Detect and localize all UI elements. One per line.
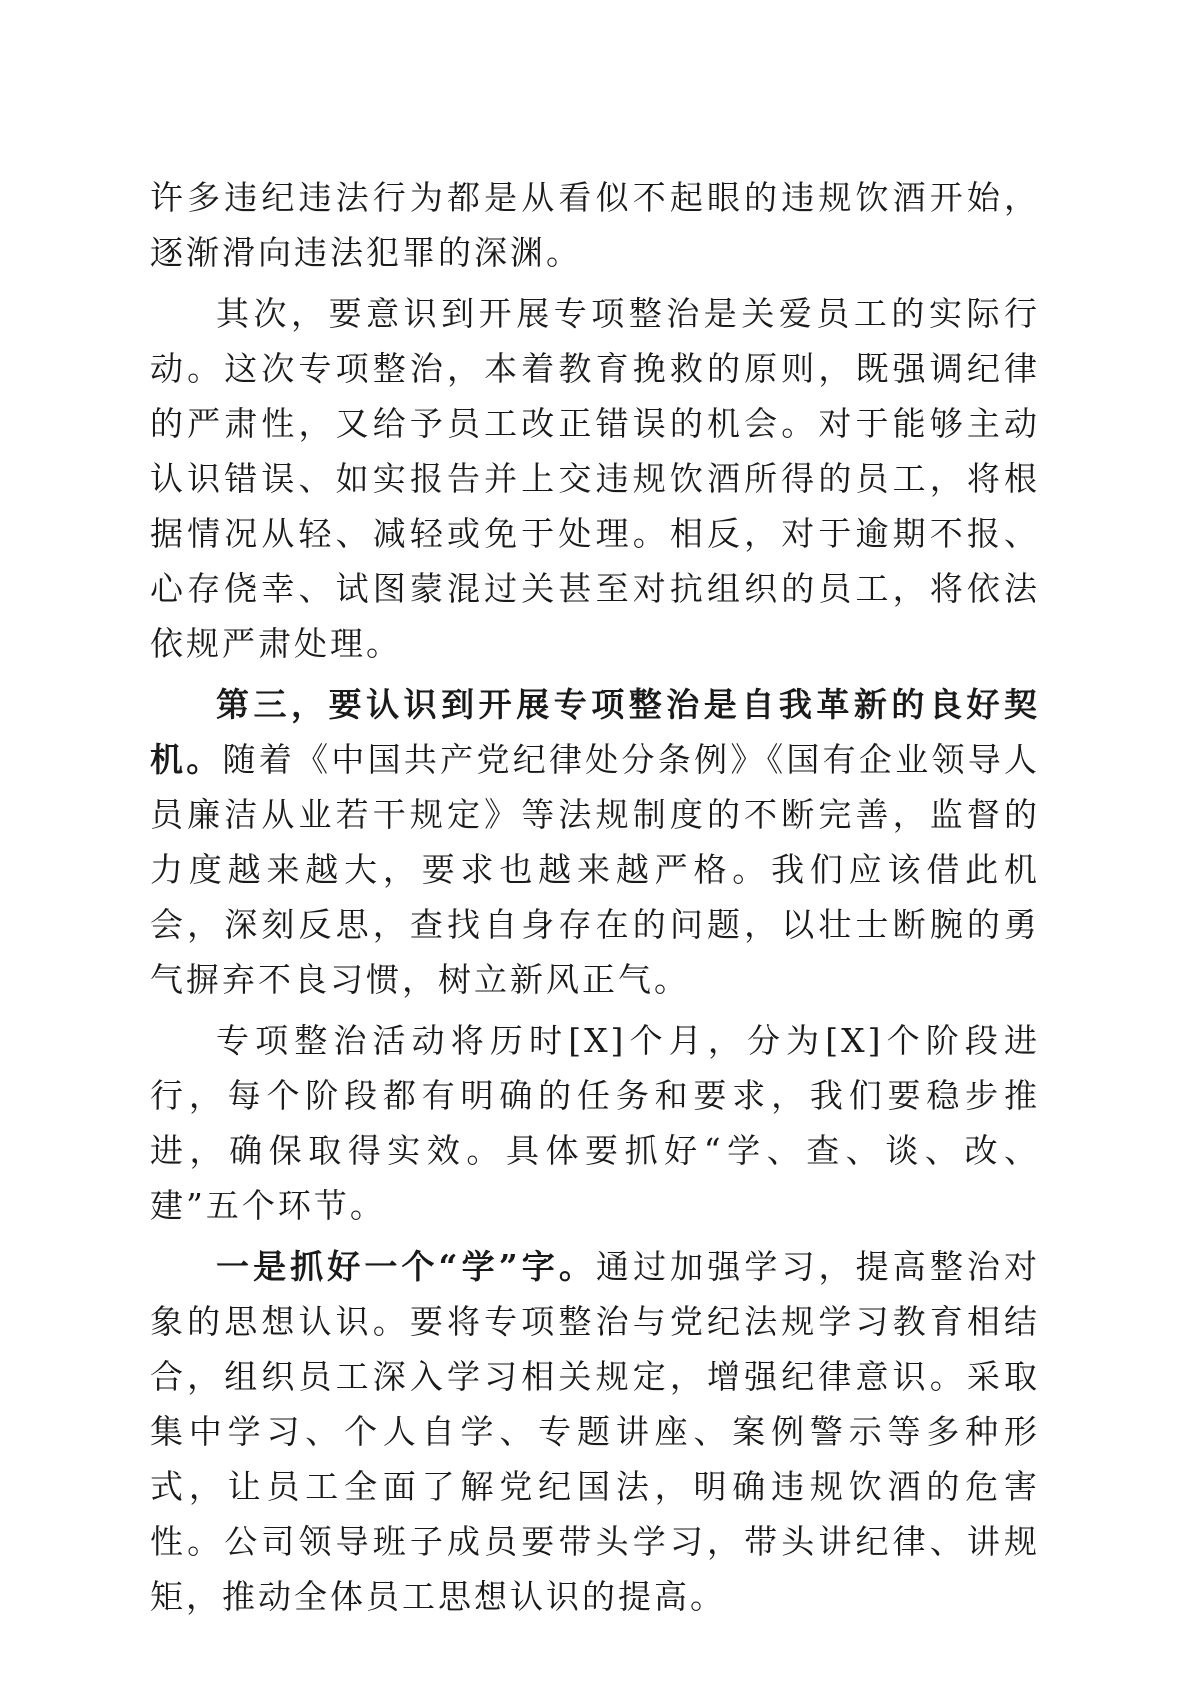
paragraph-continuation [150,170,1040,280]
document-body [150,170,1040,1630]
paragraph-text: 其次，要意识到开展专项整治是关爱员工的实际行动。这次专项整治，本着教育挽救的原则，既强调纪律的严肃性，又给予员工改正错误的机会。对于能够主动认识错误、如实报告并上交违规饮酒所得的员工，将根据情况从轻、减轻或免于处理。相反，对于逾期不报、心存侥幸、试图蒙混过关甚至对抗组织的员工，将依法依规严肃处理。 [150,294,1040,663]
paragraph-lead: 第三，要认识到开展专项整治是自我革新的良好契机。 [150,685,1040,779]
paragraph-text: 随着《中国共产党纪律处分条例》《国有企业领导人员廉洁从业若干规定》等法规制度的不断完善，监督的力度越来越大，要求也越来越严格。我们应该借此机会，深刻反思，查找自身存在的问题，以壮士断腕的勇气摒弃不良习惯，树立新风正气。 [150,740,1041,999]
paragraph-second-point [150,286,1040,671]
paragraph-text: 通过加强学习，提高整治对象的思想认识。要将专项整治与党纪法规学习教育相结合，组织员工深入学习相关规定，增强纪律意识。采取集中学习、个人自学、专题讲座、案例警示等多种形式，让员工全面了解党纪国法，明确违规饮酒的危害性。公司领导班子成员要带头学习，带头讲纪律、讲规矩，推动全体员工思想认识的提高。 [150,1247,1041,1616]
paragraph-text: 许多违纪违法行为都是从看似不起眼的违规饮酒开始，逐渐滑向违法犯罪的深渊。 [150,178,1040,272]
paragraph-third-point [150,677,1040,1007]
paragraph-text: 专项整治活动将历时[X]个月，分为[X]个阶段进行，每个阶段都有明确的任务和要求，我们要稳步推进，确保取得实效。具体要抓好“学、查、谈、改、建”五个环节。 [150,1021,1040,1225]
paragraph-lead: 一是抓好一个“学”字。 [216,1247,596,1286]
paragraph-task-overview [150,1013,1040,1233]
paragraph-study-point [150,1239,1040,1624]
